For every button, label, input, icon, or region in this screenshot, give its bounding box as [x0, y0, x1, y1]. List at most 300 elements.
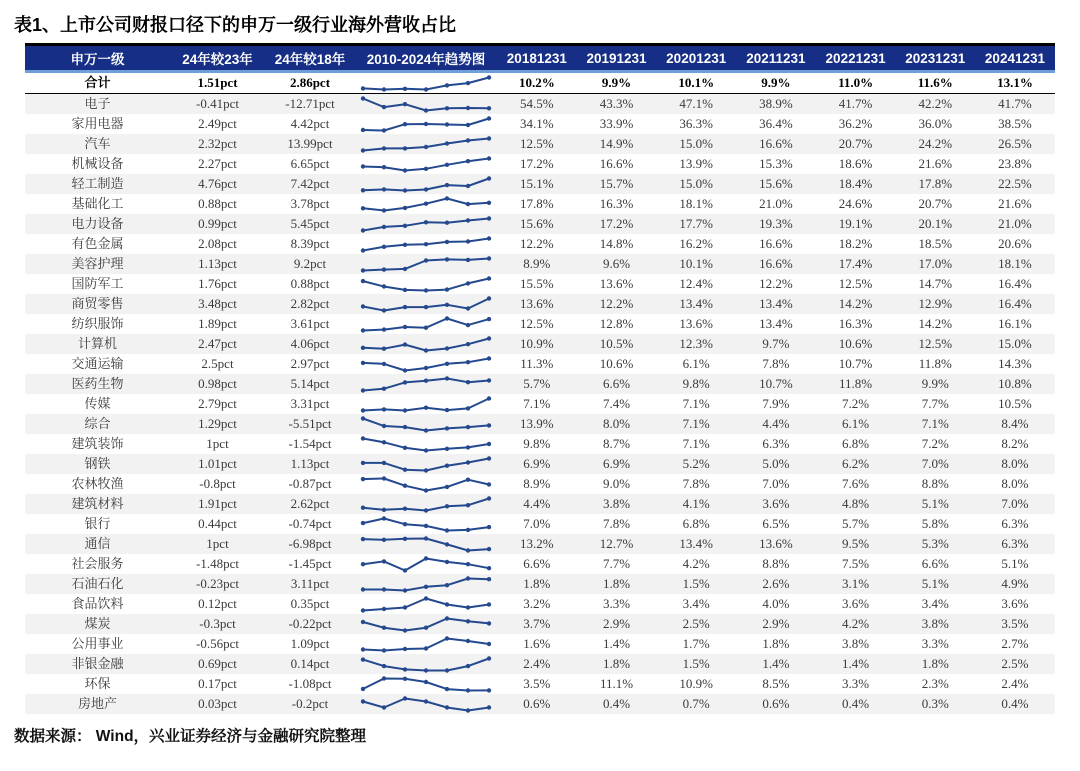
- industry-name-cell: 纺织服饰: [71, 316, 124, 331]
- year-value-cell: 1.8%: [602, 656, 631, 671]
- industry-name-cell: 家用电器: [71, 116, 124, 131]
- year-value-cell: 10.7%: [759, 376, 793, 391]
- year-value-cell: 16.1%: [998, 316, 1032, 331]
- year-value-cell: 7.1%: [682, 396, 710, 411]
- year-value-cell: 7.2%: [921, 436, 949, 451]
- year-value-cell: 6.9%: [523, 456, 551, 471]
- year-value-cell: 9.9%: [761, 75, 791, 90]
- year-value-cell: 12.5%: [520, 316, 554, 331]
- industry-name-cell: 汽车: [84, 136, 111, 151]
- chg-24v18-cell: -0.87pct: [288, 476, 332, 491]
- year-value-cell: 16.6%: [599, 156, 634, 171]
- chg-24v23-cell: -1.48pct: [196, 556, 239, 571]
- chg-24v23-cell: 1pct: [206, 536, 229, 551]
- year-value-cell: 2.9%: [762, 616, 790, 631]
- table-row: [25, 654, 1055, 674]
- col-header-chg-24v23: 24年较23年: [182, 52, 253, 67]
- year-value-cell: 10.8%: [998, 376, 1032, 391]
- year-value-cell: 7.1%: [682, 416, 710, 431]
- chg-24v18-cell: 0.35pct: [290, 596, 330, 611]
- year-value-cell: 16.6%: [759, 136, 793, 151]
- industry-name-cell: 环保: [84, 676, 111, 691]
- year-value-cell: 38.5%: [998, 116, 1032, 131]
- trend-sparkline-chart: [355, 134, 497, 154]
- year-value-cell: 14.8%: [599, 236, 634, 251]
- year-value-cell: 6.3%: [1001, 536, 1029, 551]
- trend-sparkline-chart: [355, 414, 497, 434]
- year-value-cell: 0.4%: [842, 696, 870, 711]
- industry-name-cell: 医药生物: [71, 376, 124, 391]
- chg-24v18-cell: 2.97pct: [290, 356, 330, 371]
- industry-name-cell: 国防军工: [71, 276, 124, 291]
- trend-sparkline-chart: [355, 514, 497, 534]
- year-value-cell: 9.0%: [602, 476, 631, 491]
- chg-24v18-cell: 5.14pct: [290, 376, 330, 391]
- trend-sparkline-chart: [355, 554, 497, 574]
- year-value-cell: 13.6%: [679, 316, 714, 331]
- year-value-cell: 8.5%: [762, 676, 790, 691]
- trend-sparkline-chart: [355, 674, 497, 694]
- trend-sparkline-chart: [355, 474, 497, 494]
- year-value-cell: 1.7%: [682, 636, 710, 651]
- year-value-cell: 13.6%: [759, 536, 793, 551]
- year-value-cell: 5.7%: [842, 516, 870, 531]
- year-value-cell: 1.5%: [682, 656, 710, 671]
- year-value-cell: 3.4%: [682, 596, 710, 611]
- year-value-cell: 12.5%: [918, 336, 953, 351]
- chg-24v23-cell: 3.48pct: [198, 296, 237, 311]
- year-value-cell: 15.3%: [759, 156, 793, 171]
- chg-24v23-cell: -0.3pct: [199, 616, 236, 631]
- year-value-cell: 3.6%: [842, 596, 870, 611]
- year-value-cell: 15.6%: [759, 176, 793, 191]
- year-value-cell: 20.7%: [918, 196, 953, 211]
- chg-24v18-cell: 7.42pct: [290, 176, 330, 191]
- table-row: [25, 154, 1055, 174]
- year-value-cell: 10.6%: [838, 336, 873, 351]
- year-value-cell: 12.3%: [679, 336, 714, 351]
- year-value-cell: 11.0%: [838, 75, 874, 90]
- chg-24v23-cell: 1.29pct: [198, 416, 237, 431]
- chg-24v18-cell: 6.65pct: [290, 156, 330, 171]
- col-header-20211231: 20211231: [746, 50, 806, 66]
- year-value-cell: 2.4%: [523, 656, 551, 671]
- year-value-cell: 22.5%: [998, 176, 1032, 191]
- year-value-cell: 7.1%: [523, 396, 551, 411]
- chg-24v18-cell: 4.42pct: [290, 116, 330, 131]
- year-value-cell: 11.8%: [918, 356, 952, 371]
- industry-name-cell: 美容护理: [71, 256, 124, 271]
- year-value-cell: 15.7%: [599, 176, 634, 191]
- year-value-cell: 11.6%: [917, 75, 953, 90]
- chg-24v18-cell: 3.78pct: [290, 196, 330, 211]
- industry-name-cell: 非银金融: [71, 656, 124, 671]
- industry-name-cell: 公用事业: [71, 636, 124, 651]
- year-value-cell: 5.0%: [762, 456, 790, 471]
- year-value-cell: 6.1%: [842, 416, 870, 431]
- year-value-cell: 16.3%: [838, 316, 873, 331]
- trend-sparkline-chart: [355, 394, 497, 414]
- trend-sparkline-chart: [355, 314, 497, 334]
- year-value-cell: 8.2%: [1001, 436, 1029, 451]
- trend-sparkline-chart: [355, 174, 497, 194]
- year-value-cell: 6.2%: [842, 456, 870, 471]
- year-value-cell: 5.2%: [682, 456, 710, 471]
- chg-24v23-cell: 2.32pct: [198, 136, 237, 151]
- year-value-cell: 9.7%: [762, 336, 790, 351]
- year-value-cell: 4.9%: [1001, 576, 1029, 591]
- year-value-cell: 14.2%: [838, 296, 873, 311]
- year-value-cell: 15.0%: [679, 136, 714, 151]
- year-value-cell: 6.3%: [762, 436, 790, 451]
- year-value-cell: 7.7%: [602, 556, 631, 571]
- year-value-cell: 12.2%: [520, 236, 554, 251]
- chg-24v18-cell: -6.98pct: [288, 536, 332, 551]
- year-value-cell: 15.6%: [520, 216, 554, 231]
- year-value-cell: 3.3%: [842, 676, 870, 691]
- year-value-cell: 24.2%: [918, 136, 953, 151]
- industry-name-cell: 计算机: [77, 336, 117, 351]
- year-value-cell: 3.3%: [602, 596, 631, 611]
- table-row: [25, 274, 1055, 294]
- year-value-cell: 16.4%: [998, 296, 1032, 311]
- year-value-cell: 19.3%: [759, 216, 793, 231]
- col-header-20231231: 20231231: [905, 50, 966, 66]
- industry-name-cell: 通信: [84, 536, 111, 551]
- table-row: [25, 674, 1055, 694]
- year-value-cell: 7.5%: [842, 556, 870, 571]
- industry-name-cell: 钢铁: [84, 456, 111, 471]
- chg-24v18-cell: -12.71pct: [285, 96, 335, 111]
- chg-24v23-cell: 2.5pct: [201, 356, 234, 371]
- col-header-20221231: 20221231: [825, 50, 886, 66]
- trend-sparkline-chart: [355, 454, 497, 474]
- year-value-cell: 10.1%: [679, 256, 714, 271]
- year-value-cell: 12.5%: [838, 276, 873, 291]
- year-value-cell: 36.3%: [679, 116, 714, 131]
- year-value-cell: 36.4%: [759, 116, 793, 131]
- table-row: [25, 694, 1055, 714]
- table-row: [25, 634, 1055, 654]
- chg-24v18-cell: -1.54pct: [288, 436, 332, 451]
- year-value-cell: 13.4%: [759, 296, 793, 311]
- chg-24v23-cell: 0.88pct: [198, 196, 237, 211]
- year-value-cell: 0.3%: [921, 696, 949, 711]
- table-row: [25, 194, 1055, 214]
- year-value-cell: 2.7%: [1001, 636, 1029, 651]
- industry-name-cell: 银行: [84, 516, 111, 531]
- chg-24v23-cell: 2.27pct: [198, 156, 237, 171]
- year-value-cell: 4.0%: [762, 596, 790, 611]
- year-value-cell: 16.2%: [679, 236, 714, 251]
- year-value-cell: 18.1%: [679, 196, 714, 211]
- year-value-cell: 7.9%: [762, 396, 790, 411]
- year-value-cell: 36.0%: [918, 116, 953, 131]
- year-value-cell: 14.2%: [918, 316, 953, 331]
- year-value-cell: 10.5%: [599, 336, 634, 351]
- year-value-cell: 2.9%: [602, 616, 631, 631]
- chg-24v18-cell: 3.11pct: [290, 576, 330, 591]
- table-row: [25, 254, 1055, 274]
- year-value-cell: 2.3%: [921, 676, 949, 691]
- chg-24v18-cell: 1.09pct: [290, 636, 330, 651]
- chg-24v23-cell: -0.56pct: [196, 636, 239, 651]
- trend-sparkline-chart: [355, 534, 497, 554]
- chg-24v23-cell: 0.69pct: [198, 656, 237, 671]
- year-value-cell: 7.4%: [602, 396, 631, 411]
- table-row: [25, 234, 1055, 254]
- year-value-cell: 16.6%: [759, 256, 793, 271]
- year-value-cell: 13.9%: [679, 156, 714, 171]
- year-value-cell: 18.4%: [838, 176, 873, 191]
- chg-24v23-cell: 2.08pct: [198, 236, 237, 251]
- chg-24v18-cell: 2.86pct: [289, 75, 331, 90]
- year-value-cell: 6.6%: [602, 376, 631, 391]
- industry-name-cell: 食品饮料: [71, 596, 124, 611]
- year-value-cell: 7.1%: [682, 436, 710, 451]
- year-value-cell: 15.0%: [679, 176, 714, 191]
- table-row: [25, 434, 1055, 454]
- chg-24v23-cell: 1.13pct: [198, 256, 237, 271]
- year-value-cell: 1.4%: [762, 656, 790, 671]
- year-value-cell: 1.8%: [762, 636, 790, 651]
- table-row: [25, 94, 1055, 114]
- chg-24v18-cell: 1.13pct: [290, 456, 330, 471]
- year-value-cell: 10.9%: [679, 676, 714, 691]
- year-value-cell: 1.8%: [602, 576, 631, 591]
- year-value-cell: 9.8%: [682, 376, 710, 391]
- chg-24v18-cell: 9.2pct: [293, 256, 327, 271]
- year-value-cell: 10.1%: [678, 75, 715, 90]
- table-row: [25, 314, 1055, 334]
- table-row: [25, 134, 1055, 154]
- year-value-cell: 0.7%: [682, 696, 710, 711]
- year-value-cell: 17.7%: [679, 216, 714, 231]
- industry-name-cell: 煤炭: [84, 616, 111, 631]
- year-value-cell: 14.9%: [599, 136, 634, 151]
- year-value-cell: 16.6%: [759, 236, 793, 251]
- year-value-cell: 3.6%: [762, 496, 790, 511]
- year-value-cell: 21.0%: [998, 216, 1032, 231]
- year-value-cell: 12.2%: [599, 296, 634, 311]
- year-value-cell: 3.6%: [1001, 596, 1029, 611]
- industry-name-cell: 电子: [84, 96, 111, 111]
- industry-name-cell: 社会服务: [71, 556, 124, 571]
- chg-24v23-cell: 2.47pct: [198, 336, 237, 351]
- chg-24v23-cell: 0.03pct: [198, 696, 237, 711]
- table-title: 表1、上市公司财报口径下的申万一级行业海外营收占比: [14, 15, 457, 35]
- chg-24v23-cell: 1.76pct: [198, 276, 237, 291]
- year-value-cell: 3.5%: [1001, 616, 1029, 631]
- year-value-cell: 4.2%: [842, 616, 870, 631]
- trend-sparkline-chart: [355, 654, 497, 674]
- year-value-cell: 0.6%: [762, 696, 790, 711]
- industry-overseas-revenue-table: [25, 43, 1055, 714]
- year-value-cell: 20.6%: [998, 236, 1032, 251]
- chg-24v23-cell: 0.99pct: [198, 216, 237, 231]
- year-value-cell: 8.0%: [602, 416, 631, 431]
- industry-name-cell: 建筑装饰: [71, 436, 124, 451]
- industry-name-cell: 传媒: [84, 396, 111, 411]
- trend-sparkline-chart: [355, 354, 497, 374]
- year-value-cell: 17.8%: [520, 196, 554, 211]
- year-value-cell: 17.4%: [838, 256, 873, 271]
- chg-24v23-cell: -0.41pct: [196, 96, 239, 111]
- industry-name-cell: 电力设备: [71, 216, 124, 231]
- year-value-cell: 1.8%: [921, 656, 949, 671]
- chg-24v18-cell: 13.99pct: [287, 136, 333, 151]
- table-row: [25, 474, 1055, 494]
- year-value-cell: 6.9%: [602, 456, 631, 471]
- trend-sparkline-chart: [355, 194, 497, 214]
- year-value-cell: 21.6%: [998, 196, 1032, 211]
- year-value-cell: 13.4%: [679, 536, 714, 551]
- year-value-cell: 6.1%: [682, 356, 710, 371]
- industry-name-cell: 石油石化: [71, 576, 124, 591]
- year-value-cell: 12.8%: [599, 316, 634, 331]
- industry-name-cell: 农林牧渔: [71, 476, 124, 491]
- year-value-cell: 16.3%: [599, 196, 634, 211]
- year-value-cell: 38.9%: [759, 96, 793, 111]
- col-header-trend-2010-2024: 2010-2024年趋势图: [366, 52, 486, 67]
- trend-sparkline-chart: [355, 614, 497, 634]
- year-value-cell: 14.3%: [998, 356, 1032, 371]
- chg-24v18-cell: 3.61pct: [290, 316, 330, 331]
- col-header-20201231: 20201231: [666, 50, 727, 66]
- chg-24v23-cell: -0.8pct: [199, 476, 236, 491]
- chg-24v23-cell: -0.23pct: [196, 576, 239, 591]
- year-value-cell: 13.1%: [997, 75, 1033, 90]
- year-value-cell: 12.4%: [679, 276, 714, 291]
- year-value-cell: 4.4%: [762, 416, 790, 431]
- year-value-cell: 18.6%: [838, 156, 873, 171]
- year-value-cell: 20.7%: [838, 136, 873, 151]
- year-value-cell: 41.7%: [998, 96, 1032, 111]
- chg-24v18-cell: -0.2pct: [291, 696, 329, 711]
- year-value-cell: 8.8%: [762, 556, 790, 571]
- table-row: [25, 114, 1055, 134]
- year-value-cell: 5.7%: [523, 376, 551, 391]
- col-header-20191231: 20191231: [586, 50, 647, 66]
- year-value-cell: 21.0%: [759, 196, 793, 211]
- chg-24v18-cell: 5.45pct: [290, 216, 330, 231]
- chg-24v18-cell: -5.51pct: [288, 416, 332, 431]
- year-value-cell: 19.1%: [838, 216, 873, 231]
- year-value-cell: 7.2%: [842, 396, 870, 411]
- table-row: [25, 354, 1055, 374]
- year-value-cell: 4.8%: [842, 496, 870, 511]
- chg-24v23-cell: 1.01pct: [198, 456, 237, 471]
- year-value-cell: 6.6%: [523, 556, 551, 571]
- year-value-cell: 8.9%: [523, 476, 551, 491]
- year-value-cell: 33.9%: [599, 116, 634, 131]
- year-value-cell: 10.2%: [518, 75, 555, 90]
- table-body: [25, 73, 1055, 714]
- chg-24v18-cell: 3.31pct: [290, 396, 330, 411]
- year-value-cell: 42.2%: [918, 96, 953, 111]
- year-value-cell: 11.3%: [520, 356, 554, 371]
- industry-name-cell: 房地产: [77, 696, 117, 711]
- trend-sparkline-chart: [355, 374, 497, 394]
- chg-24v18-cell: 0.14pct: [290, 656, 330, 671]
- year-value-cell: 9.5%: [842, 536, 870, 551]
- table-row: [25, 294, 1055, 314]
- chg-24v18-cell: -1.08pct: [288, 676, 332, 691]
- year-value-cell: 9.9%: [601, 75, 632, 90]
- year-value-cell: 18.5%: [918, 236, 953, 251]
- year-value-cell: 3.7%: [523, 616, 551, 631]
- trend-sparkline-chart: [355, 494, 497, 514]
- chg-24v18-cell: 8.39pct: [290, 236, 330, 251]
- table-row: [25, 454, 1055, 474]
- year-value-cell: 47.1%: [679, 96, 714, 111]
- trend-sparkline-chart: [355, 154, 497, 174]
- year-value-cell: 5.3%: [921, 536, 949, 551]
- table-header-row: [25, 46, 1055, 73]
- year-value-cell: 2.6%: [762, 576, 790, 591]
- year-value-cell: 18.2%: [838, 236, 873, 251]
- year-value-cell: 4.1%: [682, 496, 710, 511]
- table-row: [25, 594, 1055, 614]
- table-row: [25, 494, 1055, 514]
- year-value-cell: 8.7%: [602, 436, 631, 451]
- year-value-cell: 5.1%: [921, 496, 949, 511]
- industry-name-cell: 有色金属: [71, 236, 124, 251]
- year-value-cell: 2.5%: [682, 616, 710, 631]
- year-value-cell: 4.4%: [523, 496, 551, 511]
- chg-24v18-cell: 0.88pct: [290, 276, 330, 291]
- col-header-20181231: 20181231: [506, 50, 567, 66]
- trend-sparkline-chart: [355, 73, 497, 93]
- year-value-cell: 3.8%: [842, 636, 870, 651]
- year-value-cell: 13.4%: [679, 296, 714, 311]
- chg-24v18-cell: -0.74pct: [288, 516, 332, 531]
- col-header-20241231: 20241231: [984, 50, 1045, 66]
- data-source: 数据来源： Wind，兴业证券经济与金融研究院整理: [14, 728, 367, 745]
- year-value-cell: 16.4%: [998, 276, 1032, 291]
- year-value-cell: 3.5%: [523, 676, 551, 691]
- chg-24v18-cell: 2.82pct: [290, 296, 330, 311]
- chg-24v23-cell: 0.17pct: [198, 676, 237, 691]
- industry-name-cell: 轻工制造: [71, 176, 124, 191]
- year-value-cell: 6.8%: [682, 516, 710, 531]
- year-value-cell: 21.6%: [918, 156, 953, 171]
- year-value-cell: 7.8%: [762, 356, 790, 371]
- year-value-cell: 5.1%: [921, 576, 949, 591]
- year-value-cell: 8.8%: [921, 476, 949, 491]
- year-value-cell: 13.4%: [759, 316, 793, 331]
- year-value-cell: 8.0%: [1001, 456, 1029, 471]
- year-value-cell: 13.9%: [520, 416, 554, 431]
- year-value-cell: 20.1%: [918, 216, 953, 231]
- year-value-cell: 7.0%: [523, 516, 551, 531]
- table-row: [25, 334, 1055, 354]
- year-value-cell: 15.0%: [998, 336, 1032, 351]
- year-value-cell: 7.8%: [602, 516, 631, 531]
- year-value-cell: 26.5%: [998, 136, 1032, 151]
- year-value-cell: 17.0%: [918, 256, 953, 271]
- year-value-cell: 2.5%: [1001, 656, 1029, 671]
- year-value-cell: 13.6%: [520, 296, 554, 311]
- trend-sparkline-chart: [355, 234, 497, 254]
- chg-24v23-cell: 4.76pct: [198, 176, 237, 191]
- year-value-cell: 12.7%: [599, 536, 634, 551]
- year-value-cell: 7.8%: [682, 476, 710, 491]
- year-value-cell: 0.4%: [1001, 696, 1029, 711]
- chg-24v23-cell: 1.51pct: [197, 75, 238, 90]
- year-value-cell: 7.0%: [1001, 496, 1029, 511]
- chg-24v23-cell: 1.89pct: [198, 316, 237, 331]
